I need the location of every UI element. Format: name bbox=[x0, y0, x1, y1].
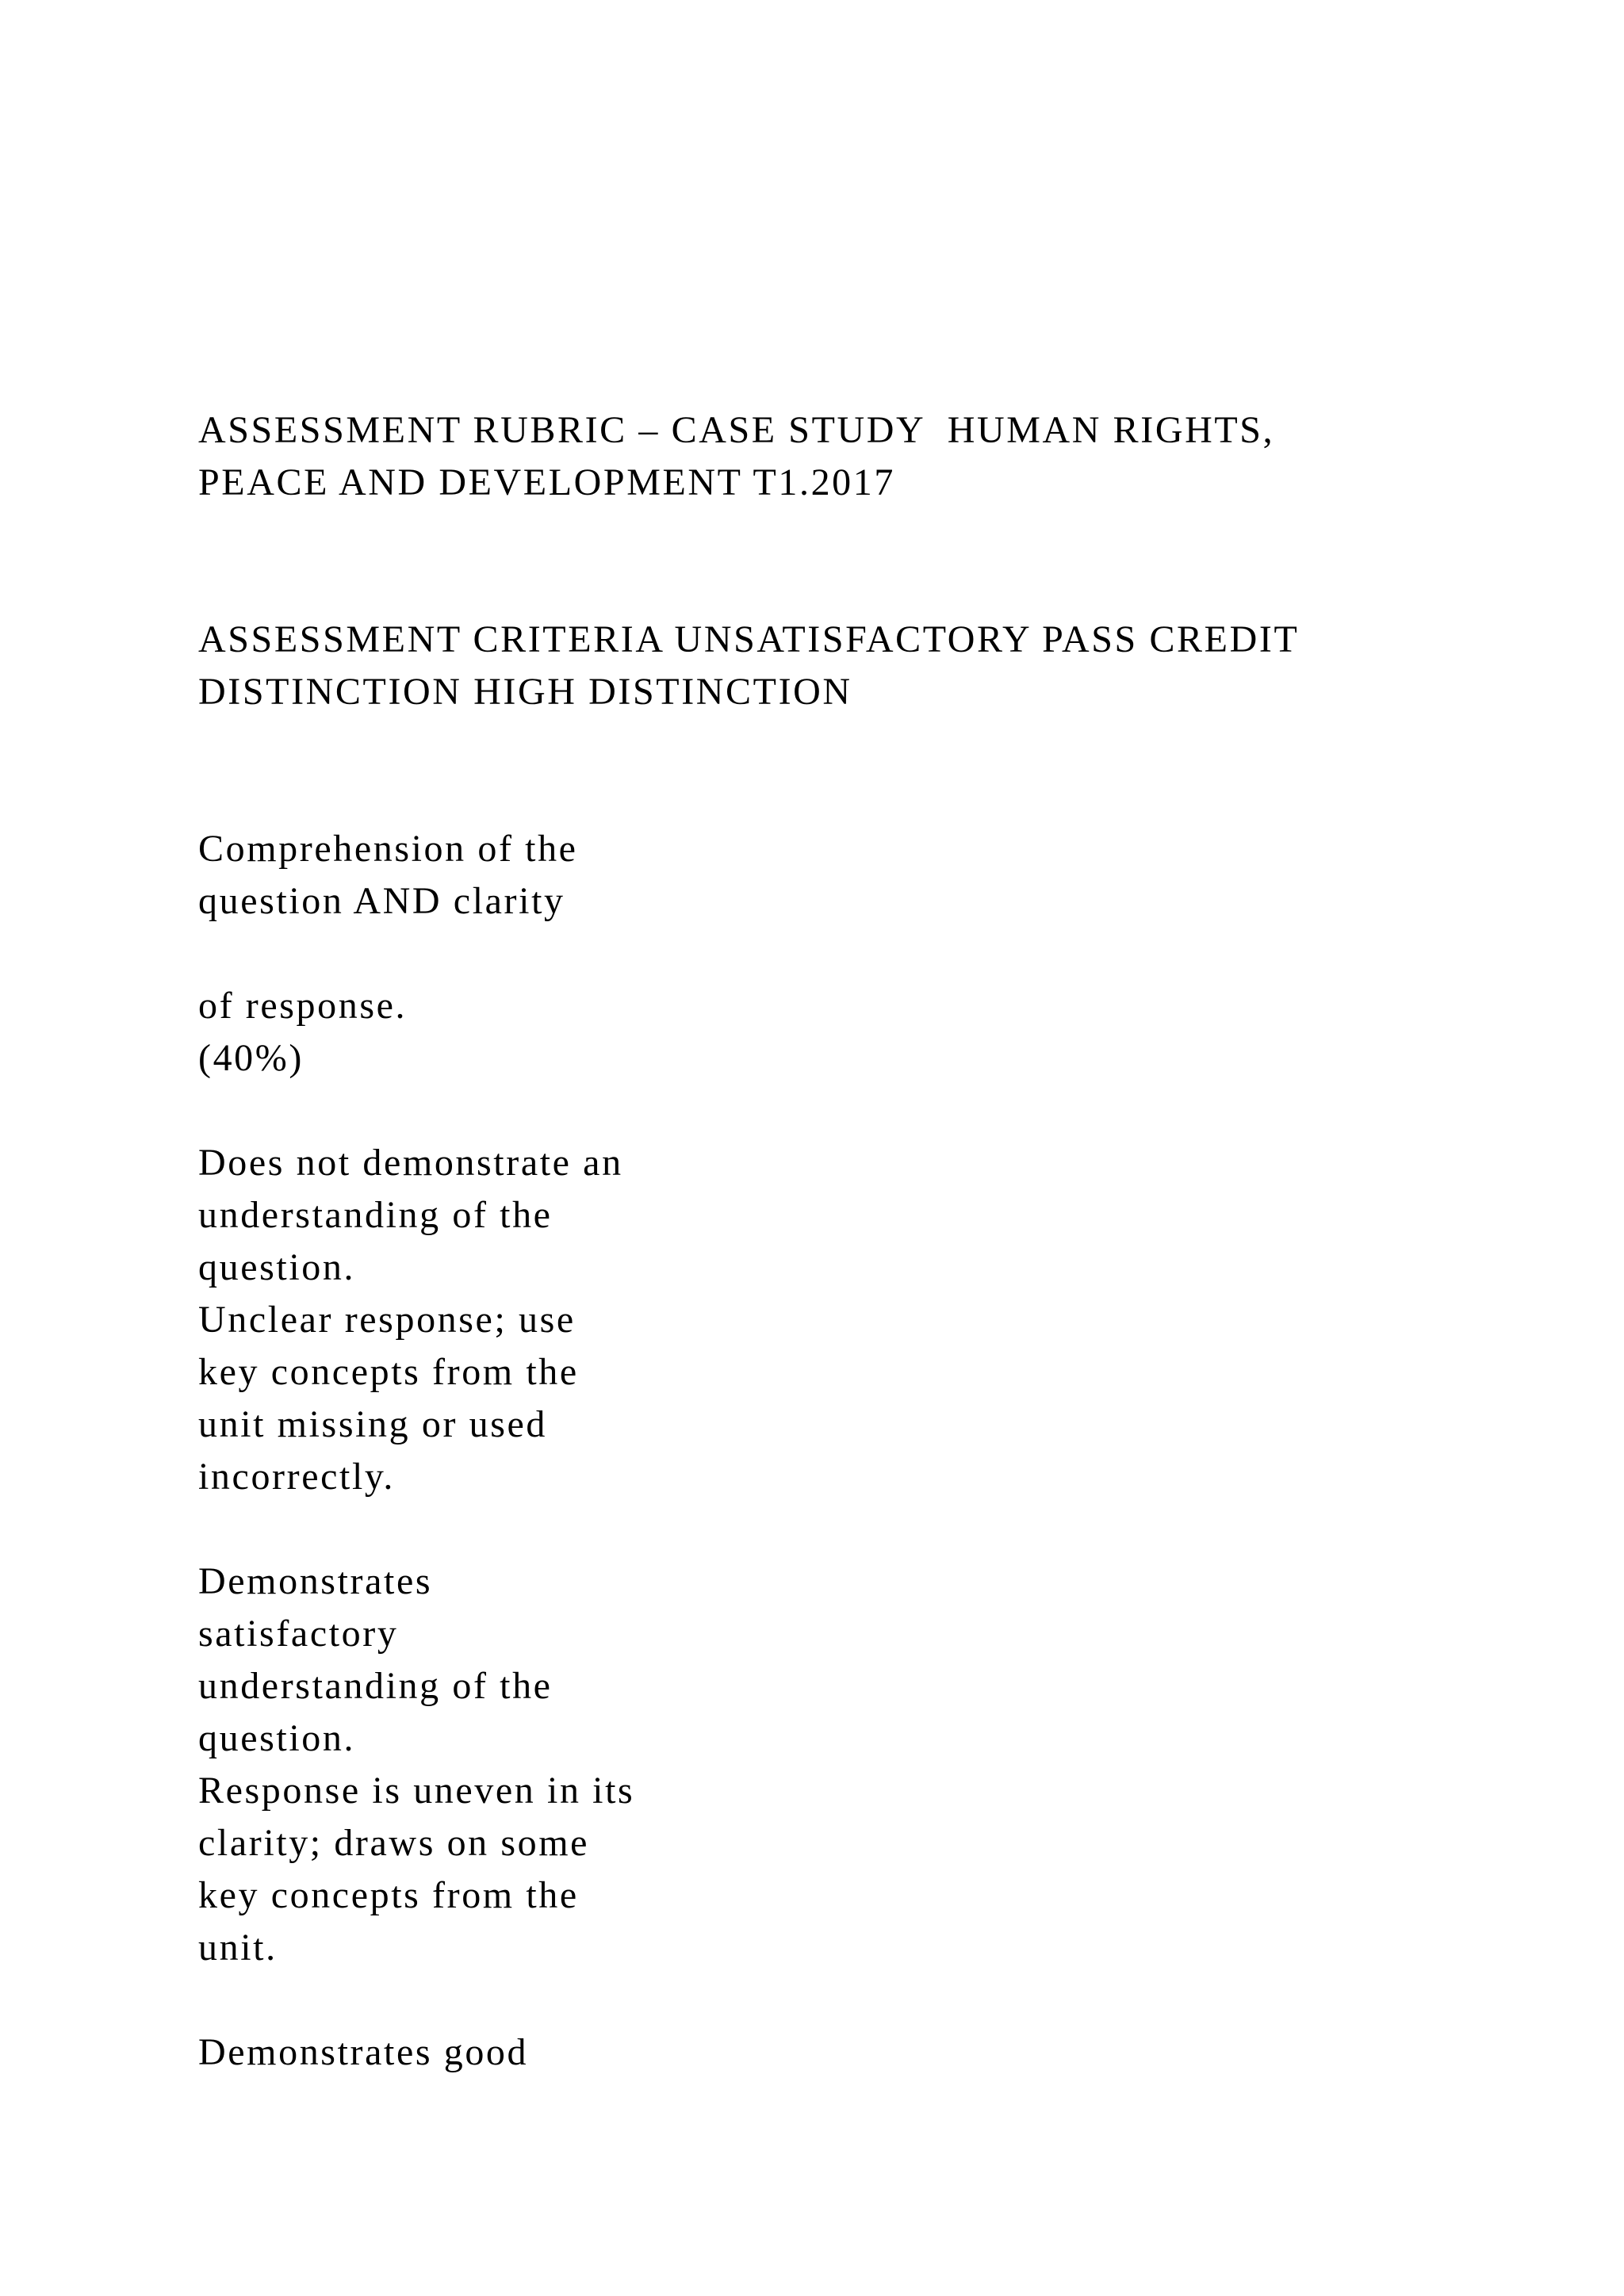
criterion-text-line-1: Comprehension of the bbox=[198, 828, 578, 870]
pass-text-line-6: clarity; draws on some bbox=[198, 1822, 590, 1864]
criterion-weight: (40%) bbox=[198, 1037, 304, 1079]
unsatisfactory-text-line-6: unit missing or used bbox=[198, 1403, 548, 1445]
criterion-text-line-3: of response. bbox=[198, 985, 408, 1027]
pass-text-line-4: question. bbox=[198, 1717, 356, 1759]
unsatisfactory-text-line-3: question. bbox=[198, 1246, 356, 1288]
pass-text-line-7: key concepts from the bbox=[198, 1874, 579, 1916]
document-title-line-2: PEACE AND DEVELOPMENT T1.2017 bbox=[198, 461, 895, 503]
unsatisfactory-text-line-1: Does not demonstrate an bbox=[198, 1142, 623, 1184]
rubric-header-line-2: DISTINCTION HIGH DISTINCTION bbox=[198, 671, 852, 713]
criterion-text-line-2: question AND clarity bbox=[198, 880, 565, 922]
rubric-header-line-1: ASSESSMENT CRITERIA UNSATISFACTORY PASS CREDIT bbox=[198, 618, 1300, 660]
document-title-line-1: ASSESSMENT RUBRIC – CASE STUDY HUMAN RIGHTS, bbox=[198, 409, 1275, 451]
unsatisfactory-text-line-2: understanding of the bbox=[198, 1194, 553, 1236]
pass-text-line-3: understanding of the bbox=[198, 1665, 553, 1707]
credit-text-line-1: Demonstrates good bbox=[198, 2031, 529, 2073]
unsatisfactory-text-line-5: key concepts from the bbox=[198, 1351, 579, 1393]
pass-text-line-5: Response is uneven in its bbox=[198, 1770, 635, 1812]
pass-text-line-2: satisfactory bbox=[198, 1613, 399, 1655]
pass-text-line-1: Demonstrates bbox=[198, 1560, 433, 1602]
pass-text-line-8: unit. bbox=[198, 1927, 278, 1969]
unsatisfactory-text-line-4: Unclear response; use bbox=[198, 1299, 576, 1341]
unsatisfactory-text-line-7: incorrectly. bbox=[198, 1456, 395, 1498]
